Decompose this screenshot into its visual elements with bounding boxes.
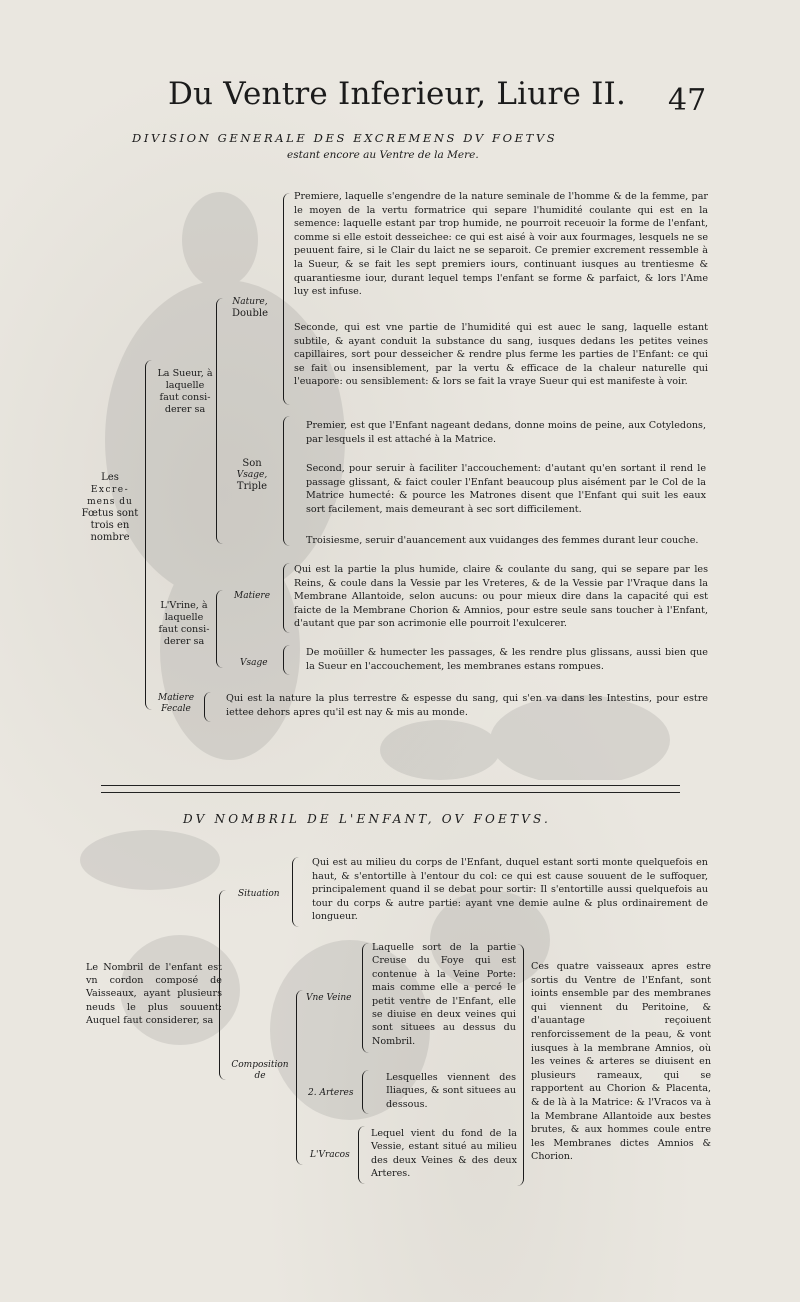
vaisseaux-brace (517, 944, 524, 1186)
sueur-vsage-label (226, 458, 278, 493)
vracos-label: L'Vracos (310, 1150, 350, 1160)
root-label-line: nombre (90, 532, 130, 543)
section-divider-rule (101, 785, 680, 786)
vsage-troisiesme-text: Troisiesme, seruir d'auancement aux vuidanges des femmes durant leur couche. (306, 535, 699, 546)
composition-brace (296, 990, 303, 1165)
vne-veine-brace (362, 943, 369, 1053)
root-label-line: mens du (87, 497, 133, 507)
sueur-label-line: La Sueur, à (157, 368, 213, 379)
nature-label (222, 297, 278, 320)
vne-veine-label: Vne Veine (306, 993, 352, 1003)
vaisseaux-text: Ces quatre vaisseaux apres estre sortis du Ventre de l'Enfant, sont ioints ensemble par des membranes qui viennent du Peritoine, & d'auantage reçoiuent renforcissement de la peau, & vont iusques à la membrane Amnios, où les veines & arteres se diuisent en plusieurs rameaux, qui se rapportent au Chorion & Placenta, & de là à la Matrice: & l'Vracos va à la Membrane Allantoide aux bestes brutes, & aux hommes coule entre les Membranes dictes Amnios & Chorion. (531, 961, 711, 1163)
vne-veine-text: Laquelle sort de la partie Creuse du Foye qui est contenue à la Veine Porte: mais comme elle a percé le petit ventre de l'Enfant, elle se diuise en deux veines qui sont situees au dessus du Nombril. (372, 942, 516, 1047)
vrine-vsage-text: De moüiller & humecter les passages, & les rendre plus glissans, aussi bien que la Sueur en l'accouchement, les membranes estans rompues. (306, 647, 708, 672)
composition-label-line: Composition (231, 1060, 289, 1070)
nature-label-line: Double (232, 308, 268, 319)
vsage-label-line: Vsage, (236, 470, 268, 480)
section-divider-rule (101, 792, 680, 793)
fecale-label (150, 693, 202, 715)
vracos-brace (358, 1126, 365, 1184)
vsage-premier-text: Premier, est que l'Enfant nageant dedans, donne moins de peine, aux Cotyledons, par lesquels il est attaché à la Matrice. (306, 420, 706, 445)
vrine-label-line: L'Vrine, à (160, 600, 208, 611)
excremens-root-label (74, 472, 146, 544)
arteres-text: Lesquelles viennent des Iliaques, & sont situees au dessous. (386, 1072, 516, 1110)
page-number: 47 (668, 83, 707, 118)
situation-text: Qui est au milieu du corps de l'Enfant, duquel estant sorti monte quelquefois en haut, & s'entortille à l'entour du col: ce qui est cause souuent de le suffoquer, principalement quand il se debat pour sortir: Il s'entortille aussi quelquefois au tour du corps & autre partie: ayant vne demie aulne & plus ordinairement de longueur. (312, 857, 708, 923)
root-label-line: trois en (90, 520, 130, 531)
sueur-label-line: derer sa (164, 404, 206, 415)
fecale-brace (204, 692, 211, 722)
vsage-second-text: Second, pour seruir à faciliter l'accouchement: d'autant qu'en sortant il rend le passage glissant, & faict couler l'Enfant beaucoup plus aisément par le Col de la Matrice humecté: & pource les Matrones disent que l'Enfant qui suit les eaux sort facilement, mais demeurant à sec sort difficilement. (306, 463, 706, 515)
composition-label (230, 1060, 290, 1082)
section1-subtitle: estant encore au Ventre de la Mere. (287, 149, 479, 161)
situation-brace (292, 857, 299, 927)
sueur-premiere-text: Premiere, laquelle s'engendre de la nature seminale de l'homme & de la femme, par le moyen de la vertu formatrice qui separe l'humidité coulante qui est en la semence: laquelle estant par trop humide, ne pourroit receuoir la forme de l'enfant, comme si elle estoit desseichee: ce qui est aisé à voir aux fourmages, lesquels ne se peuuent faire, si le Clair du laict ne se separoit. Ce premier excrement ressemble à la Sueur, & se fait les sept premiers iours, continuant iusques au trentiesme & quarantiesme iour, durant lequel temps l'enfant se forme & parfaict, & lors l'Ame luy est infuse. (294, 191, 708, 298)
sueur-brace (216, 298, 223, 544)
sueur-seconde-text: Seconde, qui est vne partie de l'humidité qui est auec le sang, laquelle estant subtile, & ayant conduit la substance du sang, iusques dedans les petites veines capillaires, sort pour desseicher & rendre plus ferme les parties de l'Enfant: ce qui se fait ou insensiblement, par la vertu & efficace de la chaleur naturelle qui l'euapore: ou sensiblement: & lors se fait la vraye Sueur qui est manifeste à voir. (294, 322, 708, 388)
vrine-matiere-brace (283, 563, 290, 633)
root-brace (145, 360, 152, 710)
vrine-label-line: laquelle (164, 612, 204, 623)
vrine-label (150, 600, 218, 648)
fecale-text: Qui est la nature la plus terrestre & espesse du sang, qui s'en va dans les Intestins, pour estre iettee dehors apres qu'il est nay & mis au monde. (226, 693, 708, 718)
sueur-label (152, 368, 218, 416)
vrine-vsage-label: Vsage (240, 658, 268, 668)
sueur-label-line: faut consi- (159, 392, 211, 403)
vsage-label-line: Son (242, 458, 262, 469)
fecale-label-line: Matiere (157, 693, 195, 703)
arteres-brace (362, 1070, 369, 1114)
vsage-label-line: Triple (236, 481, 268, 492)
nombril-root-label: Le Nombril de l'enfant est vn cordon composé de Vaisseaux, ayant plusieurs neuds le plus souuent: Auquel faut considerer, sa (86, 962, 222, 1026)
nature-label-line: Nature, (232, 297, 268, 307)
nature-brace (283, 193, 290, 405)
vrine-label-line: derer sa (163, 636, 205, 647)
root-label-line: Excre- (90, 485, 130, 495)
root-label-line: Les (101, 472, 119, 483)
situation-label: Situation (238, 889, 280, 899)
nombril-root-brace (219, 890, 226, 1080)
vrine-label-line: faut consi- (158, 624, 210, 635)
fecale-label-line: Fecale (161, 704, 191, 714)
root-label-line: Fœtus sont (81, 508, 139, 519)
section1-title: DIVISION GENERALE DES EXCREMENS DV FOETVS (132, 131, 558, 145)
vsage-triple-brace (283, 416, 290, 546)
composition-label-line: de (254, 1071, 266, 1081)
arteres-label: 2. Arteres (308, 1088, 354, 1098)
vrine-brace (216, 590, 223, 668)
running-title: Du Ventre Inferieur, Liure II. (168, 76, 627, 112)
section2-title: DV NOMBRIL DE L'ENFANT, OV FOETVS. (183, 812, 552, 826)
vrine-matiere-label: Matiere (234, 591, 271, 601)
vracos-text: Lequel vient du fond de la Vessie, estant situé au milieu des deux Veines & des deux Arteres. (371, 1128, 517, 1180)
vrine-matiere-text: Qui est la partie la plus humide, claire & coulante du sang, qui se separe par les Reins, & coule dans la Vessie par les Vreteres, & de la Vessie par l'Vraque dans la Membrane Allantoide, selon aucuns: ou pour mieux dire dans la capacité qui est faicte de la Membrane Chorion & Amnios, pour estre seule sans toucher à l'Enfant, d'autant que par son acrimonie elle pourroit l'exulcerer. (294, 564, 708, 630)
vrine-vsage-brace (283, 645, 290, 675)
sueur-label-line: laquelle (165, 380, 205, 391)
